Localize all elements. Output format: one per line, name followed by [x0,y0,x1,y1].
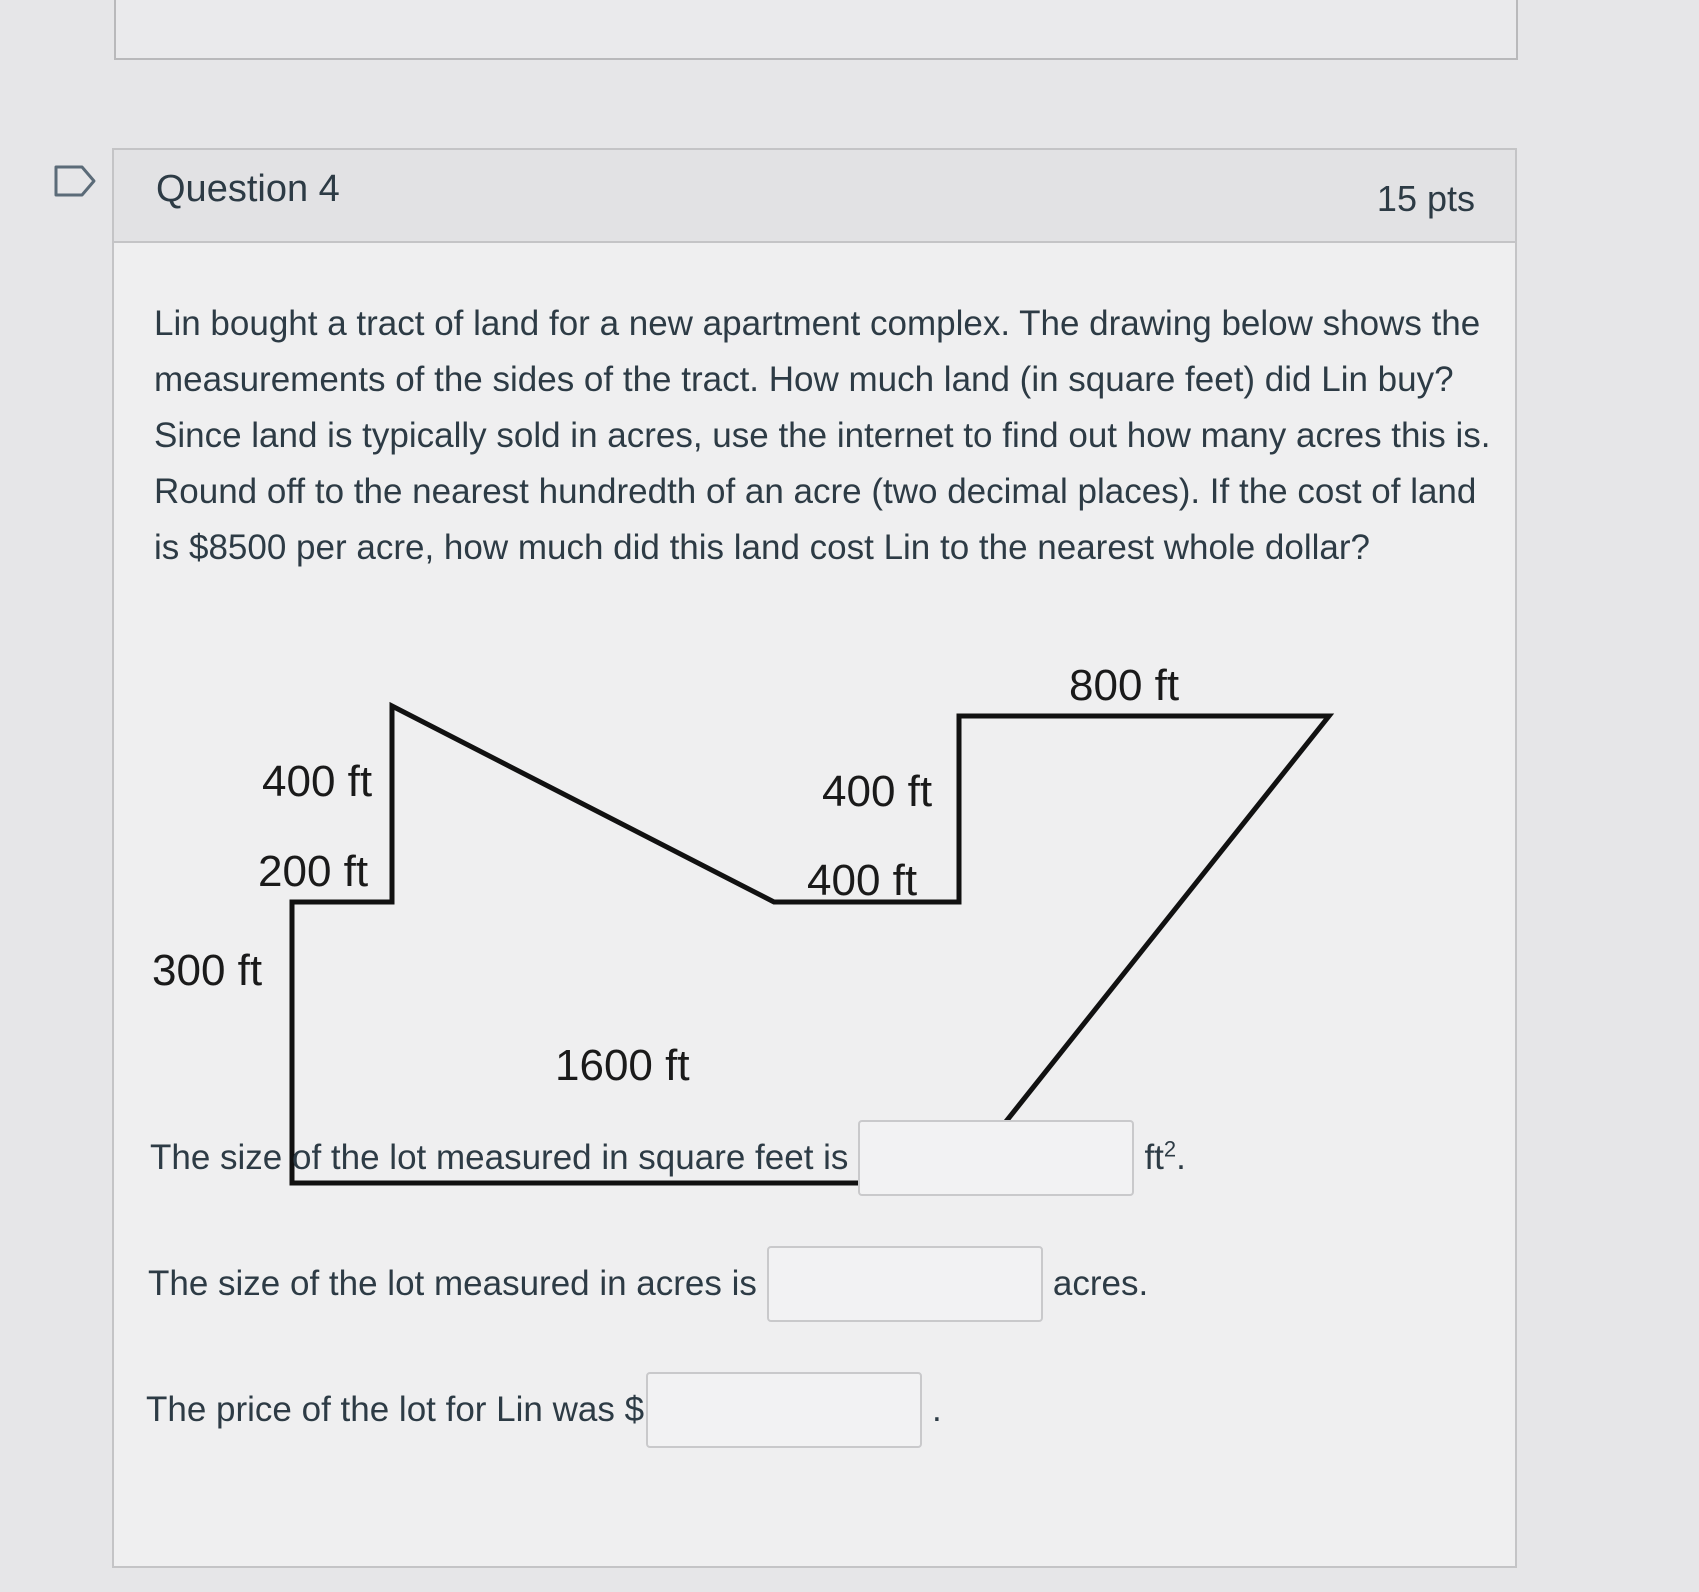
answer-row-price [146,1372,942,1448]
answer-row-acres [148,1246,1148,1322]
previous-question-card-bottom [114,0,1518,60]
sqft-prompt: The size of the lot measured in square feet is [150,1138,849,1177]
sqft-input[interactable] [858,1120,1134,1196]
acres-input[interactable] [767,1246,1043,1322]
label-bottom-1600: 1600 ft [555,1041,690,1090]
label-left-lower-300: 300 ft [152,946,263,995]
sqft-unit: $ft^2$. [1144,1136,1186,1177]
question-points: 15 pts [1376,178,1475,219]
label-top-800: 800 ft [1069,661,1180,710]
price-input[interactable] [646,1372,922,1448]
price-prompt: The price of the lot for Lin was $ [146,1390,645,1429]
acres-prompt: The size of the lot measured in acres is [148,1264,757,1303]
tract-outline [392,904,393,1046]
label-mid-horizontal-400: 400 ft [807,856,918,905]
tract-boundary [292,710,392,1038]
question-card [112,148,1517,1568]
label-left-step-200: 200 ft [258,847,369,896]
tract-boundary-main [292,706,1329,1183]
label-left-upper-400: 400 ft [262,757,373,806]
question-text: Lin bought a tract of land for a new apartment complex. The drawing below shows the measurements of the sides of the tract. How much land (in square feet) did Lin buy? Since land is typically sold in acres, use the internet to find out how many acres this is. Round off to the nearest hundredth of an acre (two decimal places). If the cost of land is $8500 per acre, how much did this land cost Lin to the nearest whole dollar? [154,304,1491,567]
price-suffix: . [932,1390,942,1429]
label-mid-vertical-400: 400 ft [822,767,933,816]
question-header [114,150,1515,243]
answer-row-sqft [150,1120,1186,1196]
flag-question-icon[interactable] [54,165,96,197]
acres-unit: acres. [1052,1264,1149,1303]
question-title: Question 4 [156,168,340,210]
